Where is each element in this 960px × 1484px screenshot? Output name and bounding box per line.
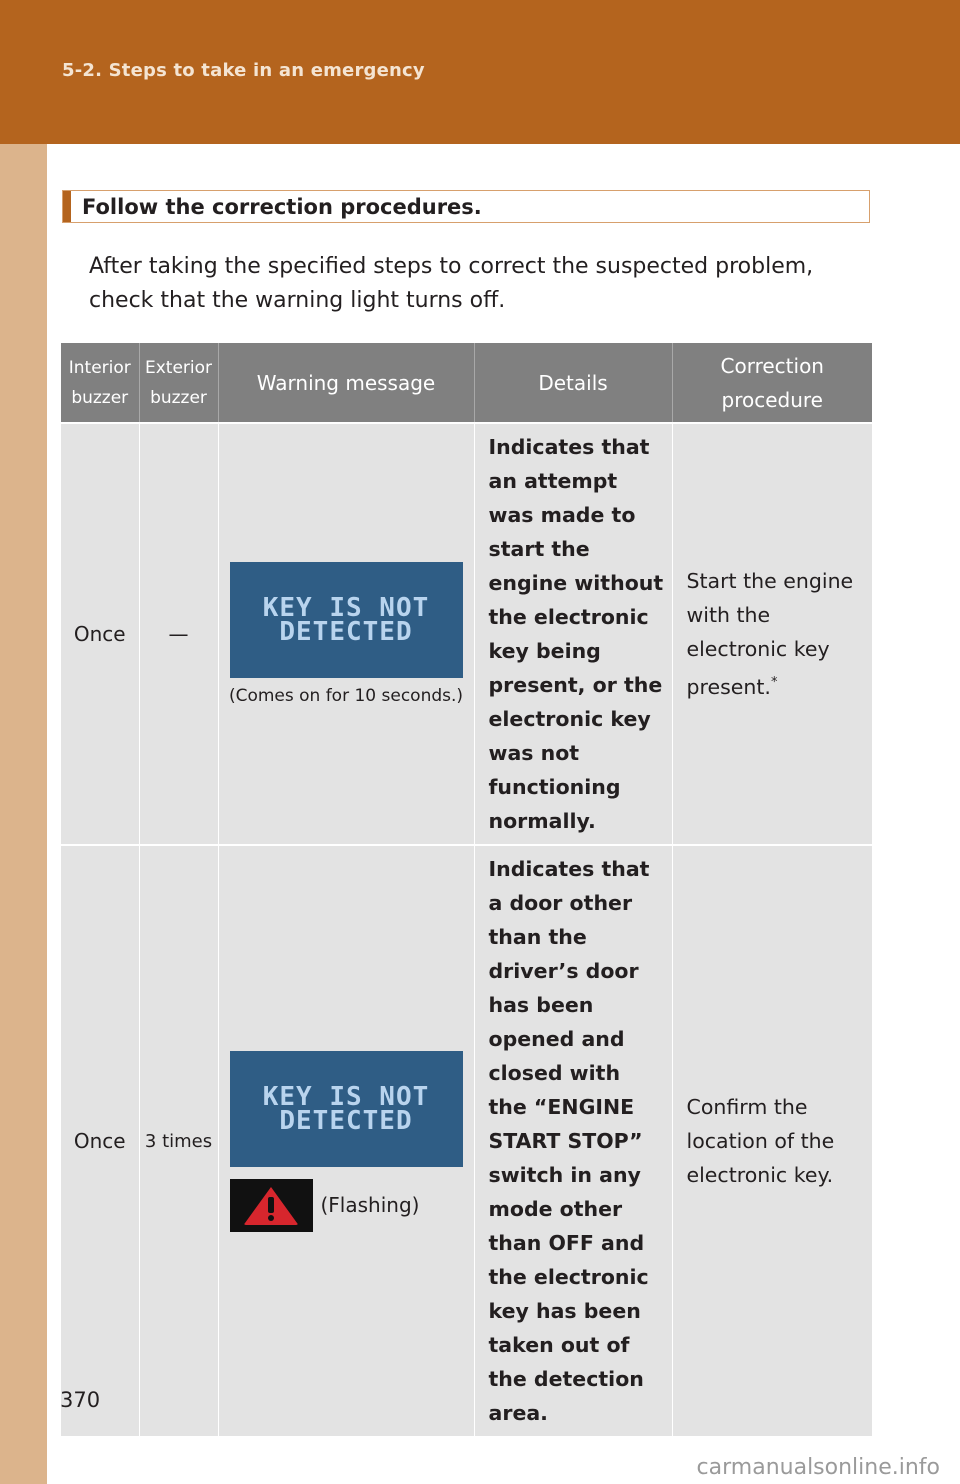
warning-light-row [230, 1179, 463, 1232]
display-line-1: KEY IS NOT [262, 1081, 430, 1112]
details-cell: Indicates that a door other than the driver’s door has been opened and closed with the “ENGINE START STOP” switch in any mode other than OFF and the electronic key has been taken out of the detection area. [474, 845, 672, 1436]
table-header-row [61, 343, 872, 423]
warning-triangle-icon [239, 1183, 303, 1227]
warning-message-cell [218, 845, 474, 1436]
display-line-1: KEY IS NOT [262, 593, 430, 623]
correction-cell: Confirm the location of the electronic key. [672, 845, 872, 1436]
correction-cell [672, 423, 872, 845]
display-line-2: DETECTED [279, 617, 413, 647]
exterior-buzzer-cell: 3 times [139, 845, 218, 1436]
warning-table [61, 343, 872, 1436]
step-heading-text: Follow the correction procedures. [82, 195, 482, 219]
exterior-buzzer-cell: — [139, 423, 218, 845]
page-number: 370 [60, 1388, 101, 1412]
flashing-label: (Flashing) [320, 1193, 420, 1217]
footnote-mark: * [770, 675, 778, 691]
table-row [61, 845, 872, 1436]
multi-info-display [230, 1051, 463, 1167]
warning-light [230, 1179, 313, 1232]
heading-accent-bar [63, 191, 71, 222]
display-line-2: DETECTED [279, 1105, 413, 1136]
interior-buzzer-cell: Once [61, 845, 139, 1436]
header-exterior-buzzer: Exterior buzzer [139, 343, 218, 423]
header-correction-procedure: Correction procedure [672, 343, 872, 423]
correction-text: Start the engine with the electronic key present. [686, 569, 854, 699]
side-strip [0, 144, 47, 1484]
instruction-text: After taking the specified steps to correct the suspected problem, check that the warning light turns off. [89, 254, 814, 313]
details-cell: Indicates that an attempt was made to start the engine without the electronic key being present, or the electronic key was not functioning normally. [474, 423, 672, 845]
table-row [61, 423, 872, 845]
step-heading [62, 190, 870, 223]
section-reference: 5-2. Steps to take in an emergency [62, 60, 425, 81]
header-details: Details [474, 343, 672, 423]
multi-info-display [230, 562, 463, 678]
warning-message-cell [218, 423, 474, 845]
header-warning-message: Warning message [218, 343, 474, 423]
header-interior-buzzer: Interior buzzer [61, 343, 139, 423]
watermark: carmanualsonline.info [696, 1455, 940, 1480]
interior-buzzer-cell: Once [61, 423, 139, 845]
display-note: (Comes on for 10 seconds.) [228, 686, 464, 706]
